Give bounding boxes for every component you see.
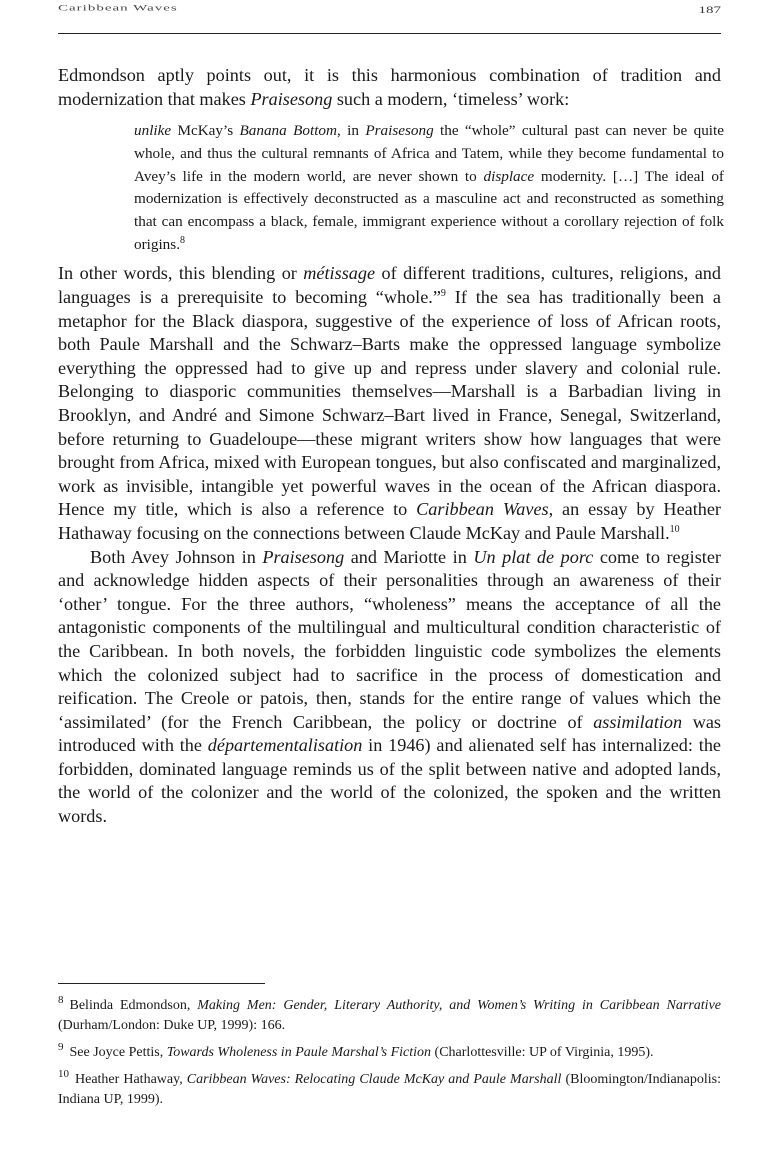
- footnote-ref-10: 10: [669, 523, 680, 535]
- block-quote: unlike McKay’s Banana Bottom, in Praisesong the “whole” cultural past can never be quite whole, and thus the cultural remnants of Africa and Tatem, while they become fundamental to Avey’s life in the modern world, are never shown to displace modernity. […] The ideal of modernization is effectively deconstructed as a masculine act and reconstructed as something that can encompass a black, female, immigrant experience without a corollary rejection of folk origins.$^8$: [134, 122, 724, 253]
- footnote-9: $^9$ See Joyce Pettis, Towards Wholeness in Paule Marshal’s Fiction (Charlottesville: UP of Virginia, 1995).: [58, 1041, 654, 1060]
- main-text: [58, 64, 724, 829]
- paragraph-2: In other words, this blending or métissage of different traditions, cultures, religions, and languages is a prerequisite to becoming “whole.”$^9$ If the sea has traditionally been a metaphor for the Black diaspora, suggestive of the experience of loss of African roots, both Paule Marshall and the Schwarz–Barts make the oppressed language symbolize everything the oppressed had to give up and repress under slavery and colonial rule. Belonging to diasporic communities themselves—Marshall is a Barbadian living in Brooklyn, and André and Simone Schwarz–Bart lived in France, Senegal, Switzerland, before returning to Guadeloupe—these migrant writers show how languages that were brought from Africa, mixed with European tongues, but also confiscated and marginalized, work as invisible, intangible yet powerful waves in the ocean of the African diaspora. Hence my title, which is also a reference to Caribbean Waves, an essay by Heather Hathaway focusing on the connections between Claude McKay and Paule Marshall.$^{10}$: [58, 263, 721, 543]
- running-head: [58, 4, 721, 26]
- running-head-title: Caribbean Waves: [58, 4, 178, 13]
- footnote-10: $^{10}$ Heather Hathaway, Caribbean Waves: Relocating Claude McKay and Paule Marshall (Bloomington/Indianapolis: Indiana UP, 1999).: [58, 1068, 721, 1107]
- italic-title: Praisesong: [250, 88, 333, 109]
- footnote-ref-8: 8: [180, 234, 185, 246]
- footnote-8: $^8$ Belinda Edmondson, Making Men: Gender, Literary Authority, and Women’s Writing in Caribbean Narrative (Durham/London: Duke UP, 1999): 166.: [58, 994, 721, 1033]
- header-rule: [58, 33, 721, 34]
- paragraph-1: Edmondson aptly points out, it is this harmonious combination of tradition and modernization that makes Praisesong such a modern, ‘timeless’ work:: [58, 65, 721, 109]
- footnote-ref-9: 9: [440, 287, 446, 299]
- page-number: 187: [698, 6, 721, 16]
- paragraph-3: Both Avey Johnson in Praisesong and Mariotte in Un plat de porc come to register and acknowledge hidden aspects of their personalities through an awareness of their ‘other’ tongue. For the three authors, “wholeness” means the acceptance of all the antagonistic components of the multilingual and multicultural condition characteristic of the Caribbean. In both novels, the forbidden linguistic code symbolizes the elements which the colonized subject had to sacrifice in the process of domestication and reification. The Creole or patois, then, stands for the entire range of values which the ‘assimilated’ (for the French Caribbean, the policy or doctrine of assimilation was introduced with the départementalisation in 1946) and alienated self has internalized: the forbidden, dominated language reminds us of the split between native and adopted lands, the world of the colonizer and the world of the colonized, the spoken and the written words.: [58, 546, 721, 827]
- page-bottom-edge: [0, 1150, 760, 1160]
- footnote-rule: [58, 983, 265, 984]
- footnotes: [58, 996, 721, 1117]
